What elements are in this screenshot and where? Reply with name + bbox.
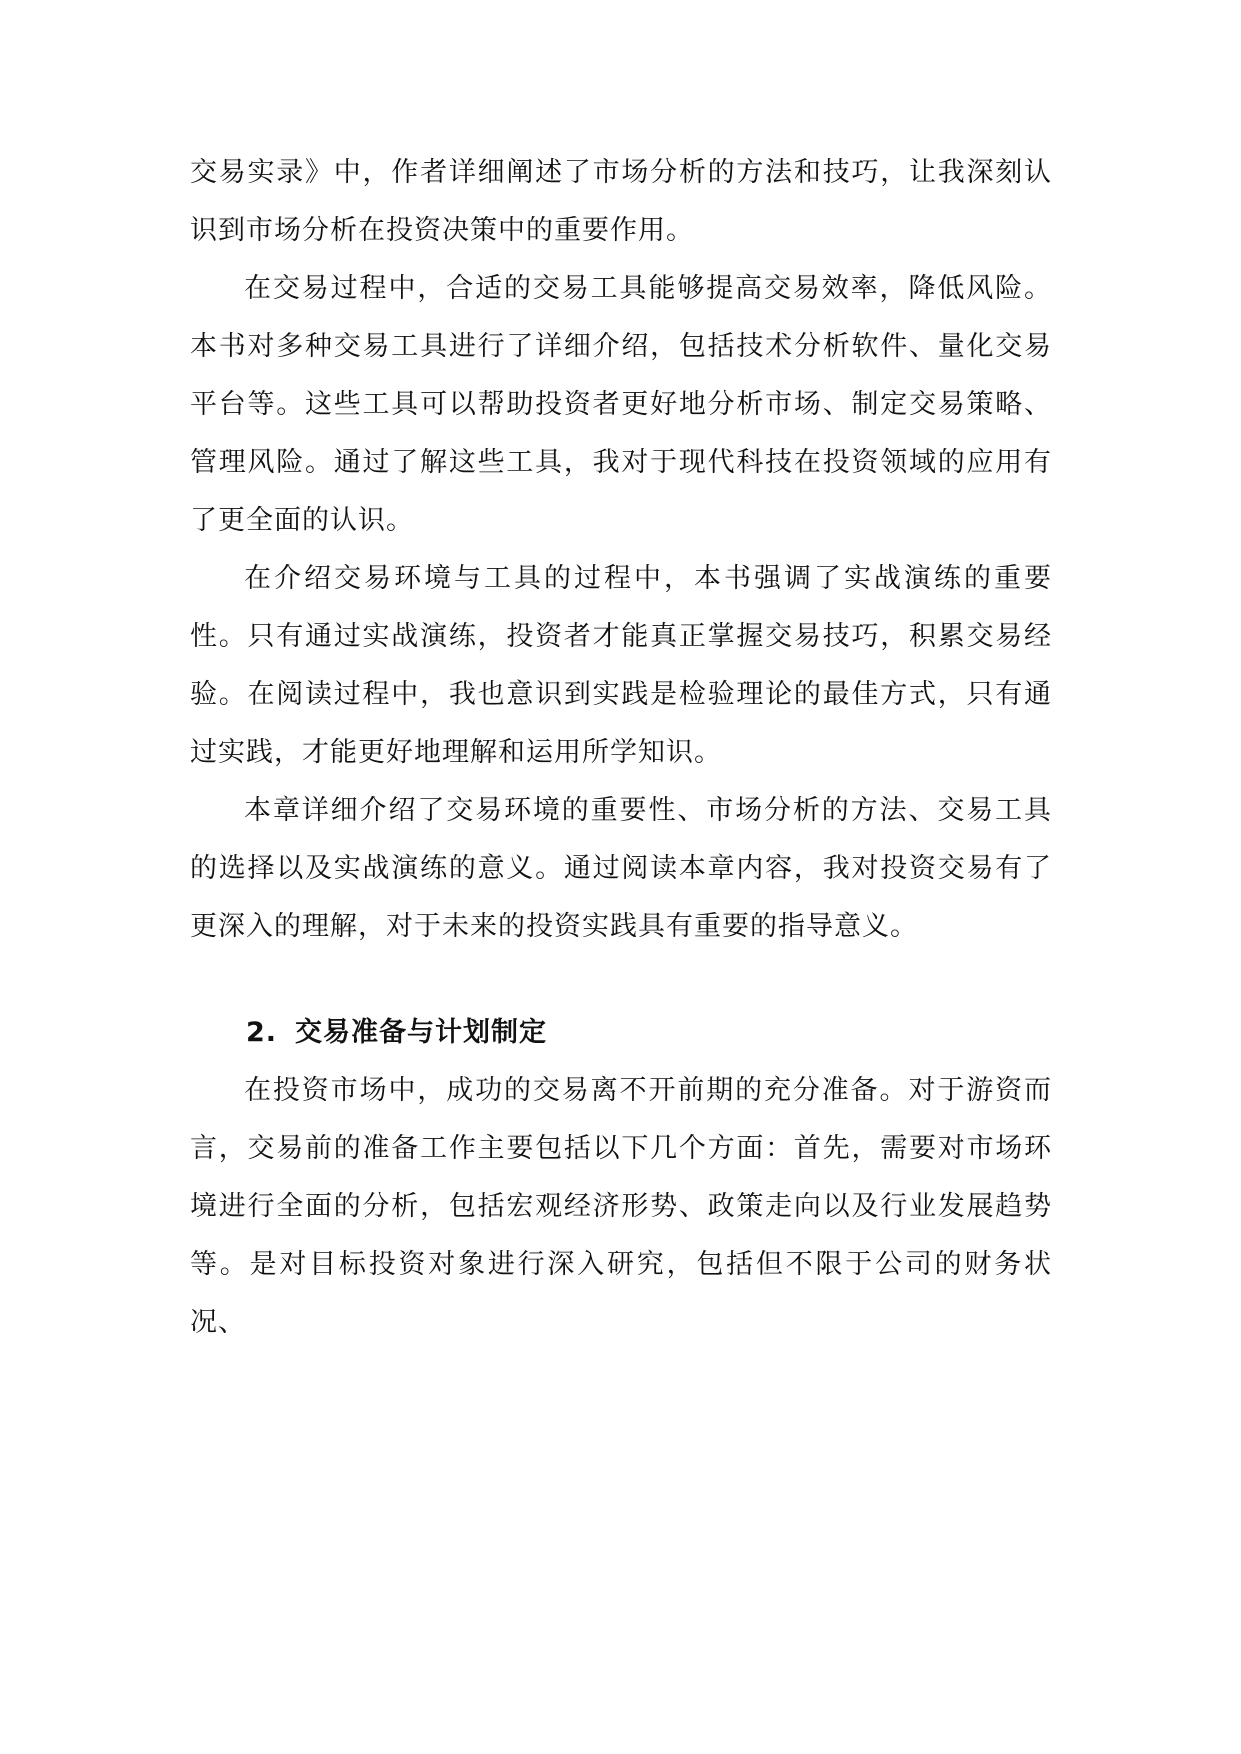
section-title: 交易准备与计划制定 — [295, 1017, 548, 1048]
document-body — [190, 144, 1052, 1352]
section-heading — [190, 1004, 1052, 1062]
section-number: 2. — [246, 1017, 278, 1048]
paragraph-practice: 在介绍交易环境与工具的过程中，本书强调了实战演练的重要性。只有通过实战演练，投资者才能真正掌握交易技巧，积累交易经验。在阅读过程中，我也意识到实践是检验理论的最佳方式，只有通过实践，才能更好地理解和运用所学知识。 — [190, 563, 1052, 768]
paragraph-trading-tools: 在交易过程中，合适的交易工具能够提高交易效率，降低风险。本书对多种交易工具进行了详细介绍，包括技术分析软件、量化交易平台等。这些工具可以帮助投资者更好地分析市场、制定交易策略、管理风险。通过了解这些工具，我对于现代科技在投资领域的应用有了更全面的认识。 — [190, 273, 1052, 536]
paragraph-chapter-summary: 本章详细介绍了交易环境的重要性、市场分析的方法、交易工具的选择以及实战演练的意义。通过阅读本章内容，我对投资交易有了更深入的理解，对于未来的投资实践具有重要的指导意义。 — [190, 795, 1052, 942]
paragraph-continuation: 交易实录》中，作者详细阐述了市场分析的方法和技巧，让我深刻认识到市场分析在投资决策中的重要作用。 — [190, 157, 1052, 246]
paragraph-preparation: 在投资市场中，成功的交易离不开前期的充分准备。对于游资而言，交易前的准备工作主要包括以下几个方面：首先，需要对市场环境进行全面的分析，包括宏观经济形势、政策走向以及行业发展趋势等。是对目标投资对象进行深入研究，包括但不限于公司的财务状况、 — [190, 1075, 1052, 1338]
